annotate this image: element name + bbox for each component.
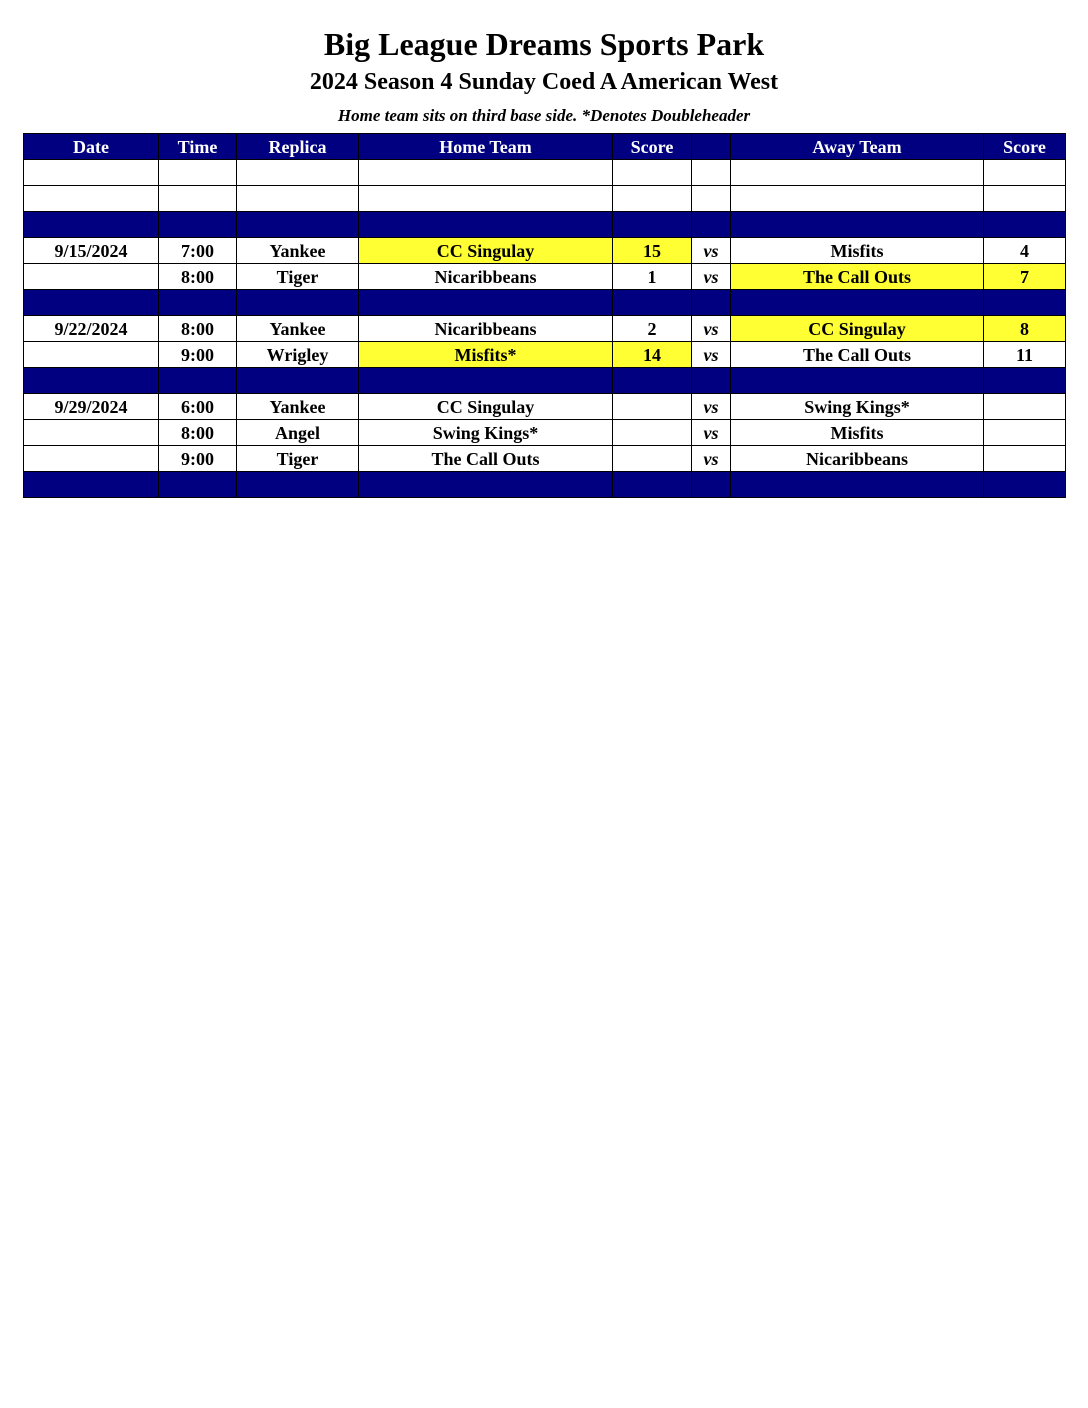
header-row	[24, 134, 1066, 160]
home-score-cell	[613, 420, 692, 446]
time-cell	[159, 212, 237, 238]
home-team-cell: Nicaribbeans	[359, 316, 613, 342]
column-header-date: Date	[24, 134, 159, 160]
vs-cell: vs	[692, 342, 731, 368]
away-score-cell: 11	[984, 342, 1066, 368]
home-score-cell	[613, 394, 692, 420]
schedule-table	[23, 133, 1066, 498]
time-cell: 8:00	[159, 316, 237, 342]
game-row	[24, 446, 1066, 472]
replica-cell: Yankee	[237, 394, 359, 420]
time-cell: 7:00	[159, 238, 237, 264]
replica-cell: Wrigley	[237, 342, 359, 368]
time-cell	[159, 186, 237, 212]
home-score-cell: 2	[613, 316, 692, 342]
away-score-cell: 7	[984, 264, 1066, 290]
home-team-cell	[359, 290, 613, 316]
column-header-time: Time	[159, 134, 237, 160]
home-team-cell: CC Singulay	[359, 394, 613, 420]
away-score-cell	[984, 420, 1066, 446]
separator-row	[24, 368, 1066, 394]
column-header-home-team: Home Team	[359, 134, 613, 160]
date-cell: 9/29/2024	[24, 394, 159, 420]
column-header-vs	[692, 134, 731, 160]
home-score-cell	[613, 290, 692, 316]
time-cell: 8:00	[159, 264, 237, 290]
column-header-home-score: Score	[613, 134, 692, 160]
time-cell: 8:00	[159, 420, 237, 446]
date-cell	[24, 342, 159, 368]
separator-row	[24, 290, 1066, 316]
date-cell	[24, 212, 159, 238]
home-score-cell	[613, 368, 692, 394]
date-cell	[24, 446, 159, 472]
date-cell: 9/15/2024	[24, 238, 159, 264]
time-cell	[159, 472, 237, 498]
date-cell	[24, 264, 159, 290]
vs-cell: vs	[692, 446, 731, 472]
away-score-cell	[984, 212, 1066, 238]
time-cell: 9:00	[159, 342, 237, 368]
away-team-cell: The Call Outs	[731, 342, 984, 368]
away-team-cell	[731, 290, 984, 316]
date-cell	[24, 186, 159, 212]
empty-row	[24, 160, 1066, 186]
replica-cell	[237, 186, 359, 212]
home-team-cell: CC Singulay	[359, 238, 613, 264]
away-score-cell	[984, 446, 1066, 472]
date-cell	[24, 368, 159, 394]
time-cell: 6:00	[159, 394, 237, 420]
home-score-cell: 1	[613, 264, 692, 290]
vs-cell: vs	[692, 316, 731, 342]
away-team-cell: CC Singulay	[731, 316, 984, 342]
away-score-cell: 8	[984, 316, 1066, 342]
vs-cell: vs	[692, 238, 731, 264]
replica-cell: Yankee	[237, 238, 359, 264]
away-team-cell: Misfits	[731, 238, 984, 264]
away-team-cell: Misfits	[731, 420, 984, 446]
game-row	[24, 238, 1066, 264]
game-row	[24, 394, 1066, 420]
game-row	[24, 342, 1066, 368]
home-score-cell: 14	[613, 342, 692, 368]
date-cell	[24, 472, 159, 498]
home-team-cell: Misfits*	[359, 342, 613, 368]
date-cell	[24, 160, 159, 186]
replica-cell: Tiger	[237, 264, 359, 290]
vs-cell	[692, 160, 731, 186]
away-score-cell	[984, 186, 1066, 212]
home-team-cell	[359, 212, 613, 238]
game-row	[24, 316, 1066, 342]
game-row	[24, 264, 1066, 290]
vs-cell: vs	[692, 420, 731, 446]
home-team-cell	[359, 186, 613, 212]
home-score-cell	[613, 446, 692, 472]
away-team-cell	[731, 212, 984, 238]
column-header-replica: Replica	[237, 134, 359, 160]
replica-cell: Tiger	[237, 446, 359, 472]
home-team-cell: The Call Outs	[359, 446, 613, 472]
empty-row	[24, 186, 1066, 212]
date-cell	[24, 290, 159, 316]
replica-cell	[237, 160, 359, 186]
away-score-cell	[984, 160, 1066, 186]
away-score-cell: 4	[984, 238, 1066, 264]
time-cell: 9:00	[159, 446, 237, 472]
home-score-cell	[613, 212, 692, 238]
time-cell	[159, 290, 237, 316]
away-team-cell: Nicaribbeans	[731, 446, 984, 472]
time-cell	[159, 368, 237, 394]
vs-cell: vs	[692, 264, 731, 290]
vs-cell	[692, 290, 731, 316]
home-team-cell	[359, 368, 613, 394]
away-team-cell	[731, 472, 984, 498]
column-header-away-team: Away Team	[731, 134, 984, 160]
vs-cell: vs	[692, 394, 731, 420]
separator-row	[24, 212, 1066, 238]
away-team-cell: Swing Kings*	[731, 394, 984, 420]
away-team-cell	[731, 160, 984, 186]
away-score-cell	[984, 472, 1066, 498]
replica-cell	[237, 368, 359, 394]
home-team-cell	[359, 160, 613, 186]
away-team-cell	[731, 186, 984, 212]
game-row	[24, 420, 1066, 446]
home-team-cell: Swing Kings*	[359, 420, 613, 446]
vs-cell	[692, 472, 731, 498]
column-header-away-score: Score	[984, 134, 1066, 160]
home-score-cell: 15	[613, 238, 692, 264]
away-score-cell	[984, 368, 1066, 394]
home-score-cell	[613, 160, 692, 186]
separator-row	[24, 472, 1066, 498]
home-score-cell	[613, 186, 692, 212]
schedule-note: Home team sits on third base side. *Denotes Doubleheader	[337, 106, 751, 125]
replica-cell	[237, 212, 359, 238]
replica-cell	[237, 472, 359, 498]
date-cell: 9/22/2024	[24, 316, 159, 342]
away-team-cell	[731, 368, 984, 394]
schedule-body	[24, 160, 1066, 498]
page-title: Big League Dreams Sports Park	[323, 26, 765, 62]
home-team-cell: Nicaribbeans	[359, 264, 613, 290]
vs-cell	[692, 368, 731, 394]
vs-cell	[692, 186, 731, 212]
away-team-cell: The Call Outs	[731, 264, 984, 290]
time-cell	[159, 160, 237, 186]
vs-cell	[692, 212, 731, 238]
home-score-cell	[613, 472, 692, 498]
away-score-cell	[984, 290, 1066, 316]
replica-cell: Yankee	[237, 316, 359, 342]
replica-cell: Angel	[237, 420, 359, 446]
date-cell	[24, 420, 159, 446]
away-score-cell	[984, 394, 1066, 420]
page-subtitle: 2024 Season 4 Sunday Coed A American West	[309, 69, 779, 95]
home-team-cell	[359, 472, 613, 498]
replica-cell	[237, 290, 359, 316]
